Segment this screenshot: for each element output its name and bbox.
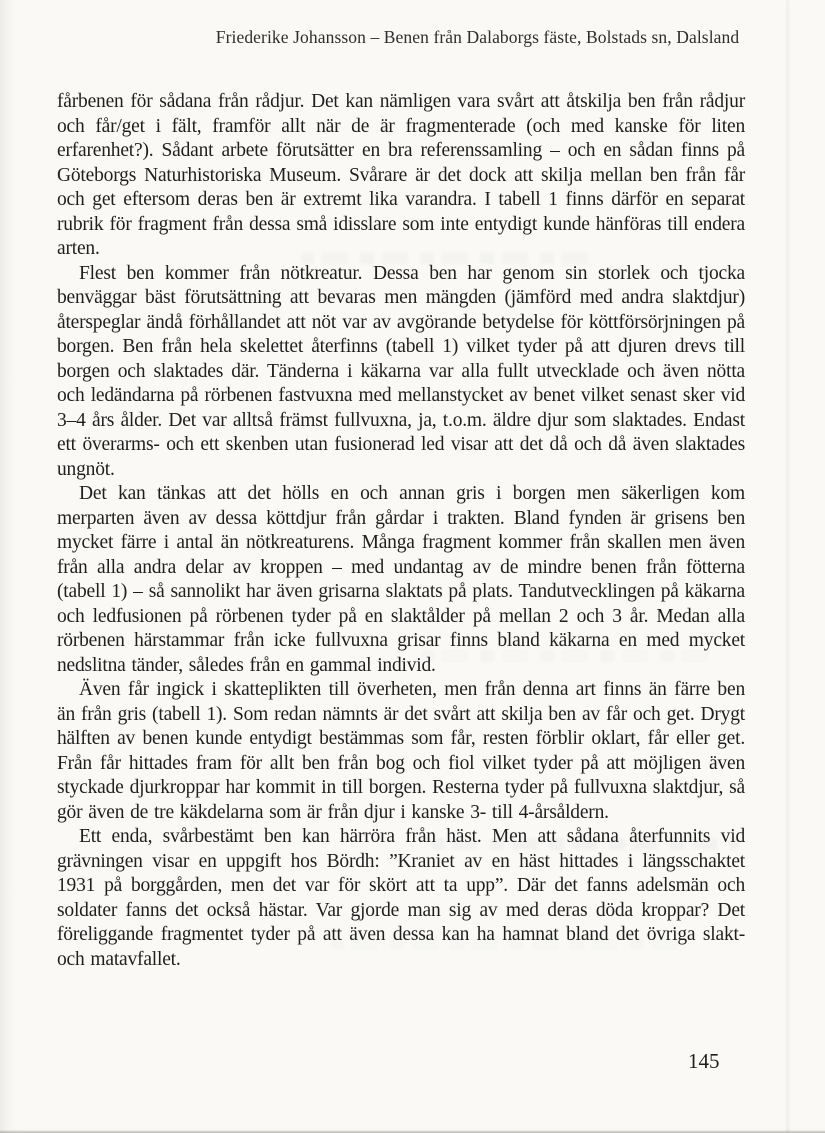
body-paragraph: Flest ben kommer från nötkreatur. Dessa ben har genom sin storlek och tjocka benväggar bäst förutsättning att bevaras men mängden (jämförd med andra slaktdjur) återspeglar ändå förhållandet att nöt var av avgörande betydelse för köttförsörjningen på borgen. Ben från hela skelettet återfinns (tabell 1) vilket tyder på att djuren drevs till borgen och slaktades där. Tänderna i käkarna var alla fullt utvecklade och även nötta och ledändarna på rörbenen fastvuxna med mellanstycket av benet vilket senast sker vid 3–4 års ålder. Det var alltså främst fullvuxna, ja, t.o.m. äldre djur som slaktades. Endast ett överarms- och ett skenben utan fusionerad led visar att det då och då även slaktades ungnöt. (57, 262, 745, 480)
body-paragraph: Även får ingick i skatteplikten till överheten, men från denna art finns än färre ben än från gris (tabell 1). Som redan nämnts är det svårt att skilja ben av får och get. Drygt hälften av benen kunde entydigt bestämmas som får, resten förblir oklart, får eller get. Från får hittades fram för allt ben från bog och fiol vilket tyder på att möjligen även styckade djurkroppar har kommit in till borgen. Resterna tyder på fullvuxna slaktdjur, så gör även de tre käkdelarna som är från djur i kanske 3- till 4-årsåldern. (57, 679, 745, 823)
page-number: 145 (688, 1049, 720, 1073)
running-header: Friederike Johansson – Benen från Dalaborgs fäste, Bolstads sn, Dalsland (215, 27, 740, 47)
body-paragraph: Ett enda, svårbestämt ben kan härröra från häst. Men att sådana återfunnits vid grävningen visar en uppgift hos Bördh: ”Kraniet av en häst hittades i längsschaktet 1931 på borggården, men det var för skört att ta upp”. Där det fanns adelsmän och soldater fanns det också hästar. Var gjorde man sig av med deras döda kroppar? Det föreliggande fragmentet tyder på att även dessa kan ha hamnat bland det övriga slakt- och matavfallet. (57, 826, 745, 970)
scan-streak-artifact (786, 0, 789, 1133)
body-text (57, 90, 745, 972)
body-paragraph: fårbenen för sådana från rådjur. Det kan nämligen vara svårt att åtskilja ben från rådjur och får/get i fält, framför allt när de är fragmenterade (och med kanske för liten erfarenhet?). Sådant arbete förutsätter en bra referenssamling – och en sådan finns på Göteborgs Naturhistoriska Museum. Svårare är det dock att skilja mellan ben från får och get eftersom deras ben är extremt lika varandra. I tabell 1 finns därför en separat rubrik för fragment från dessa små idisslare som inte entydigt kunde hänföras till endera arten. (57, 91, 745, 259)
body-paragraph: Det kan tänkas att det hölls en och annan gris i borgen men säkerligen kom merparten även av dessa köttdjur från gårdar i trakten. Bland fynden är grisens ben mycket färre i antal än nötkreaturens. Många fragment kommer från skallen men även från alla andra delar av kroppen – med undantag av de mindre benen från fötterna (tabell 1) – så sannolikt har även grisarna slaktats på plats. Tandutvecklingen på käkarna och ledfusionen på rörbenen tyder på en slaktålder på mellan 2 och 3 år. Medan alla rörbenen härstammar från icke fullvuxna grisar finns bland käkarna en med mycket nedslitna tänder, således från en gammal individ. (57, 483, 745, 676)
